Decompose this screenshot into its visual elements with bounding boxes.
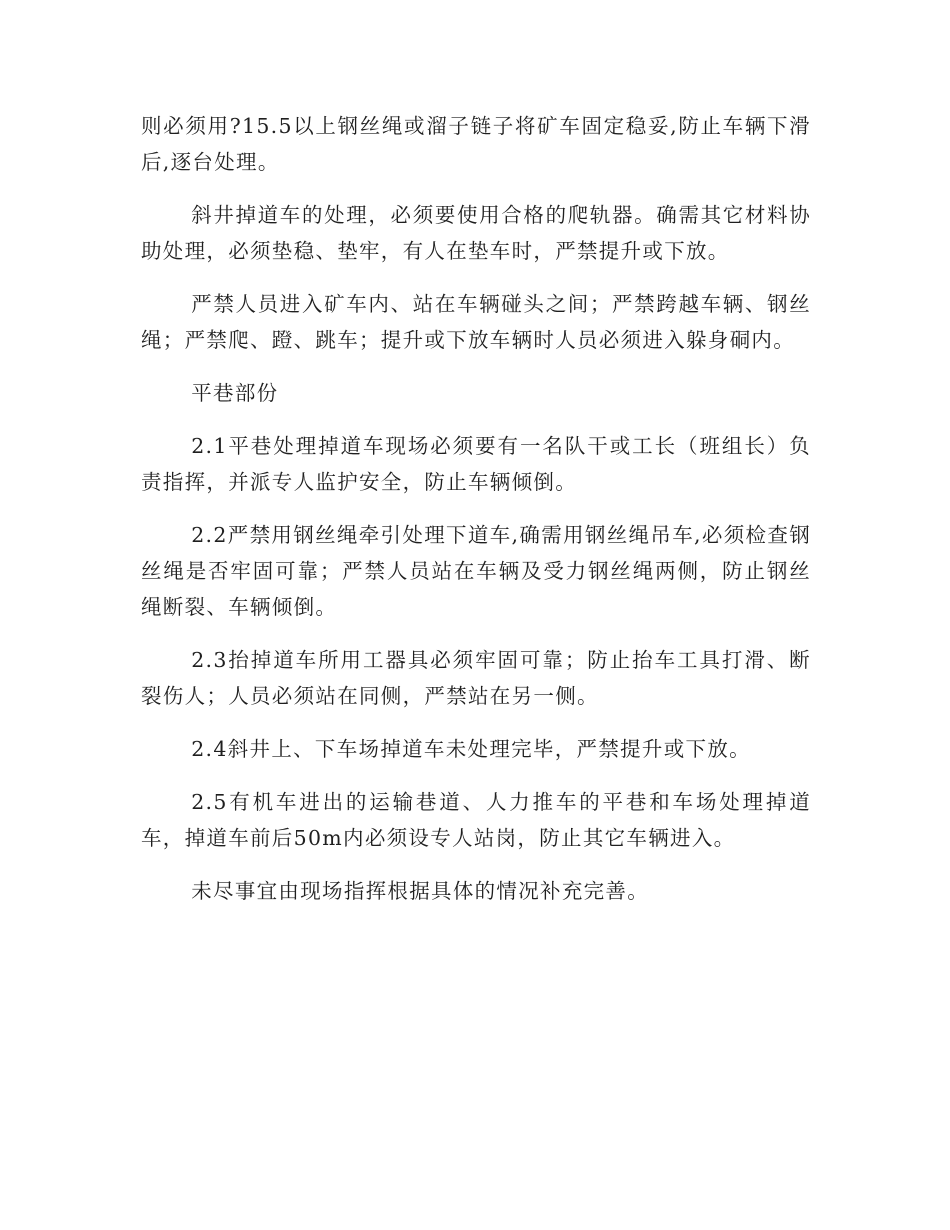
paragraph-2-1: 2.1平巷处理掉道车现场必须要有一名队干或工长（班组长）负责指挥，并派专人监护安全，防止车辆倾倒。: [141, 434, 811, 494]
paragraph-personnel-prohibitions: 严禁人员进入矿车内、站在车辆碰头之间；严禁跨越车辆、钢丝绳；严禁爬、蹬、跳车；提升或下放车辆时人员必须进入躲身硐内。: [141, 292, 811, 352]
paragraph-2-5: 2.5有机车进出的运输巷道、人力推车的平巷和车场处理掉道车，掉道车前后50m内必须设专人站岗，防止其它车辆进入。: [141, 790, 811, 850]
document-body: [141, 108, 811, 926]
paragraph-2-4: 2.4斜井上、下车场掉道车未处理完毕，严禁提升或下放。: [191, 737, 751, 761]
section-heading-level-roadway: 平巷部份: [191, 381, 279, 405]
paragraph-continuation: 则必须用?15.5以上钢丝绳或溜子链子将矿车固定稳妥,防止车辆下滑后,逐台处理。: [141, 114, 811, 174]
paragraph-incline-derailment: 斜井掉道车的处理，必须要使用合格的爬轨器。确需其它材料协助处理，必须垫稳、垫牢，有人在垫车时，严禁提升或下放。: [141, 203, 811, 263]
paragraph-2-3: 2.3抬掉道车所用工器具必须牢固可靠；防止抬车工具打滑、断裂伤人；人员必须站在同侧，严禁站在另一侧。: [141, 648, 811, 708]
paragraph-closing: 未尽事宜由现场指挥根据具体的情况补充完善。: [191, 879, 650, 903]
paragraph-2-2: 2.2严禁用钢丝绳牵引处理下道车,确需用钢丝绳吊车,必须检查钢丝绳是否牢固可靠；严禁人员站在车辆及受力钢丝绳两侧，防止钢丝绳断裂、车辆倾倒。: [141, 523, 811, 619]
